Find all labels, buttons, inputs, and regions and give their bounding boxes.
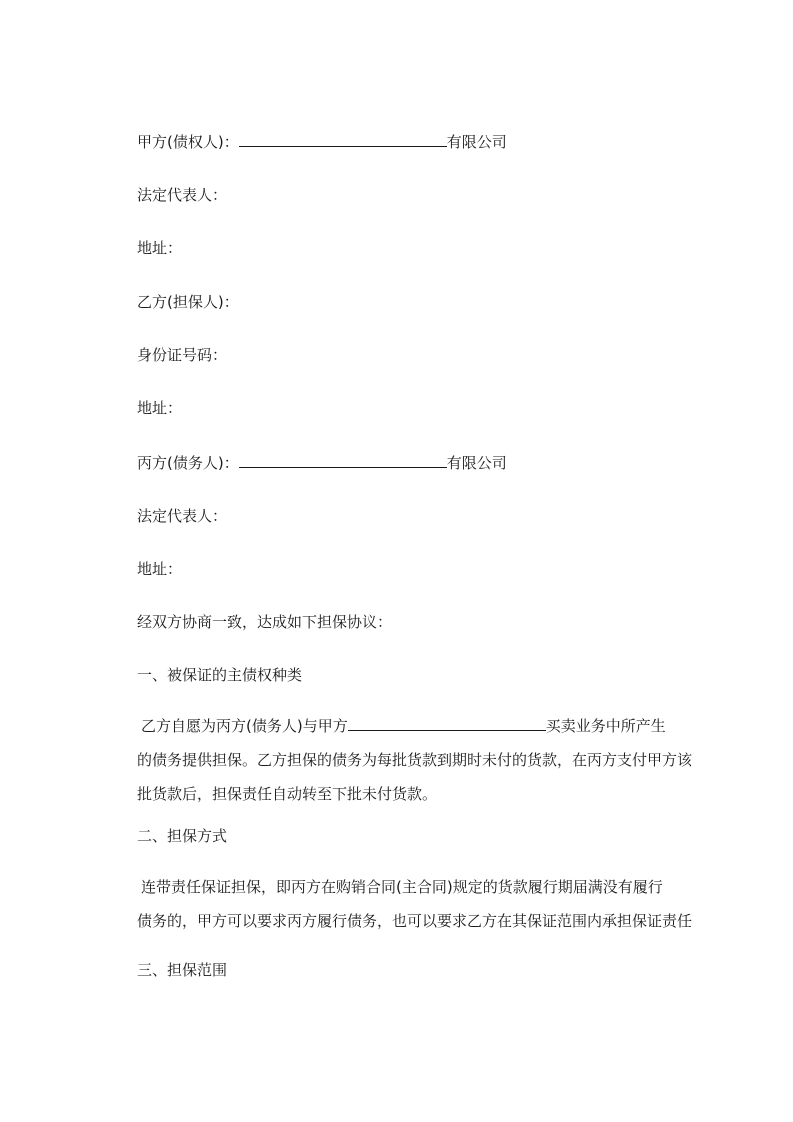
section-1-blank	[348, 715, 546, 731]
section-3-heading: 三、担保范围	[137, 961, 228, 979]
party-c-blank	[239, 452, 447, 468]
section-2-paragraph	[137, 870, 702, 938]
section-1-paragraph	[137, 709, 702, 811]
section-1-line-1	[137, 709, 702, 743]
section-1-line-3: 批货款后，担保责任自动转至下批未付货款。	[137, 785, 438, 803]
party-c-suffix: 有限公司	[446, 454, 507, 472]
section-1-line-2: 的债务提供担保。乙方担保的债务为每批货款到期时未付的货款，在丙方支付甲方该	[137, 751, 693, 769]
party-a-line	[137, 131, 507, 152]
section-1-line-1-post: 买卖业务中所产生	[545, 717, 666, 735]
intro-text: 经双方协商一致，达成如下担保协议：	[137, 613, 393, 631]
party-b-id-number: 身份证号码：	[137, 346, 228, 364]
party-c-representative: 法定代表人：	[137, 507, 228, 525]
party-b-address: 地址：	[137, 399, 183, 417]
party-a-blank	[239, 131, 447, 147]
party-c-label: 丙方(债务人)：	[137, 454, 239, 472]
section-2-line-1-text: 连带责任保证担保，即丙方在购销合同(主合同)规定的货款履行期届满没有履行	[141, 878, 663, 896]
party-a-address: 地址：	[137, 239, 183, 257]
section-1-heading: 一、被保证的主债权种类	[137, 666, 303, 684]
section-2-line-1	[137, 870, 702, 904]
section-2-heading: 二、担保方式	[137, 827, 228, 845]
party-a-suffix: 有限公司	[446, 133, 507, 151]
party-a-representative: 法定代表人：	[137, 186, 228, 204]
section-1-line-1-pre: 乙方自愿为丙方(债务人)与甲方	[141, 717, 348, 735]
party-a-label: 甲方(债权人)：	[137, 133, 239, 151]
party-c-line	[137, 452, 507, 473]
section-2-line-2: 债务的，甲方可以要求丙方履行债务，也可以要求乙方在其保证范围内承担保证责任	[137, 912, 693, 930]
party-c-address: 地址：	[137, 560, 183, 578]
party-b-label: 乙方(担保人)：	[137, 293, 239, 311]
